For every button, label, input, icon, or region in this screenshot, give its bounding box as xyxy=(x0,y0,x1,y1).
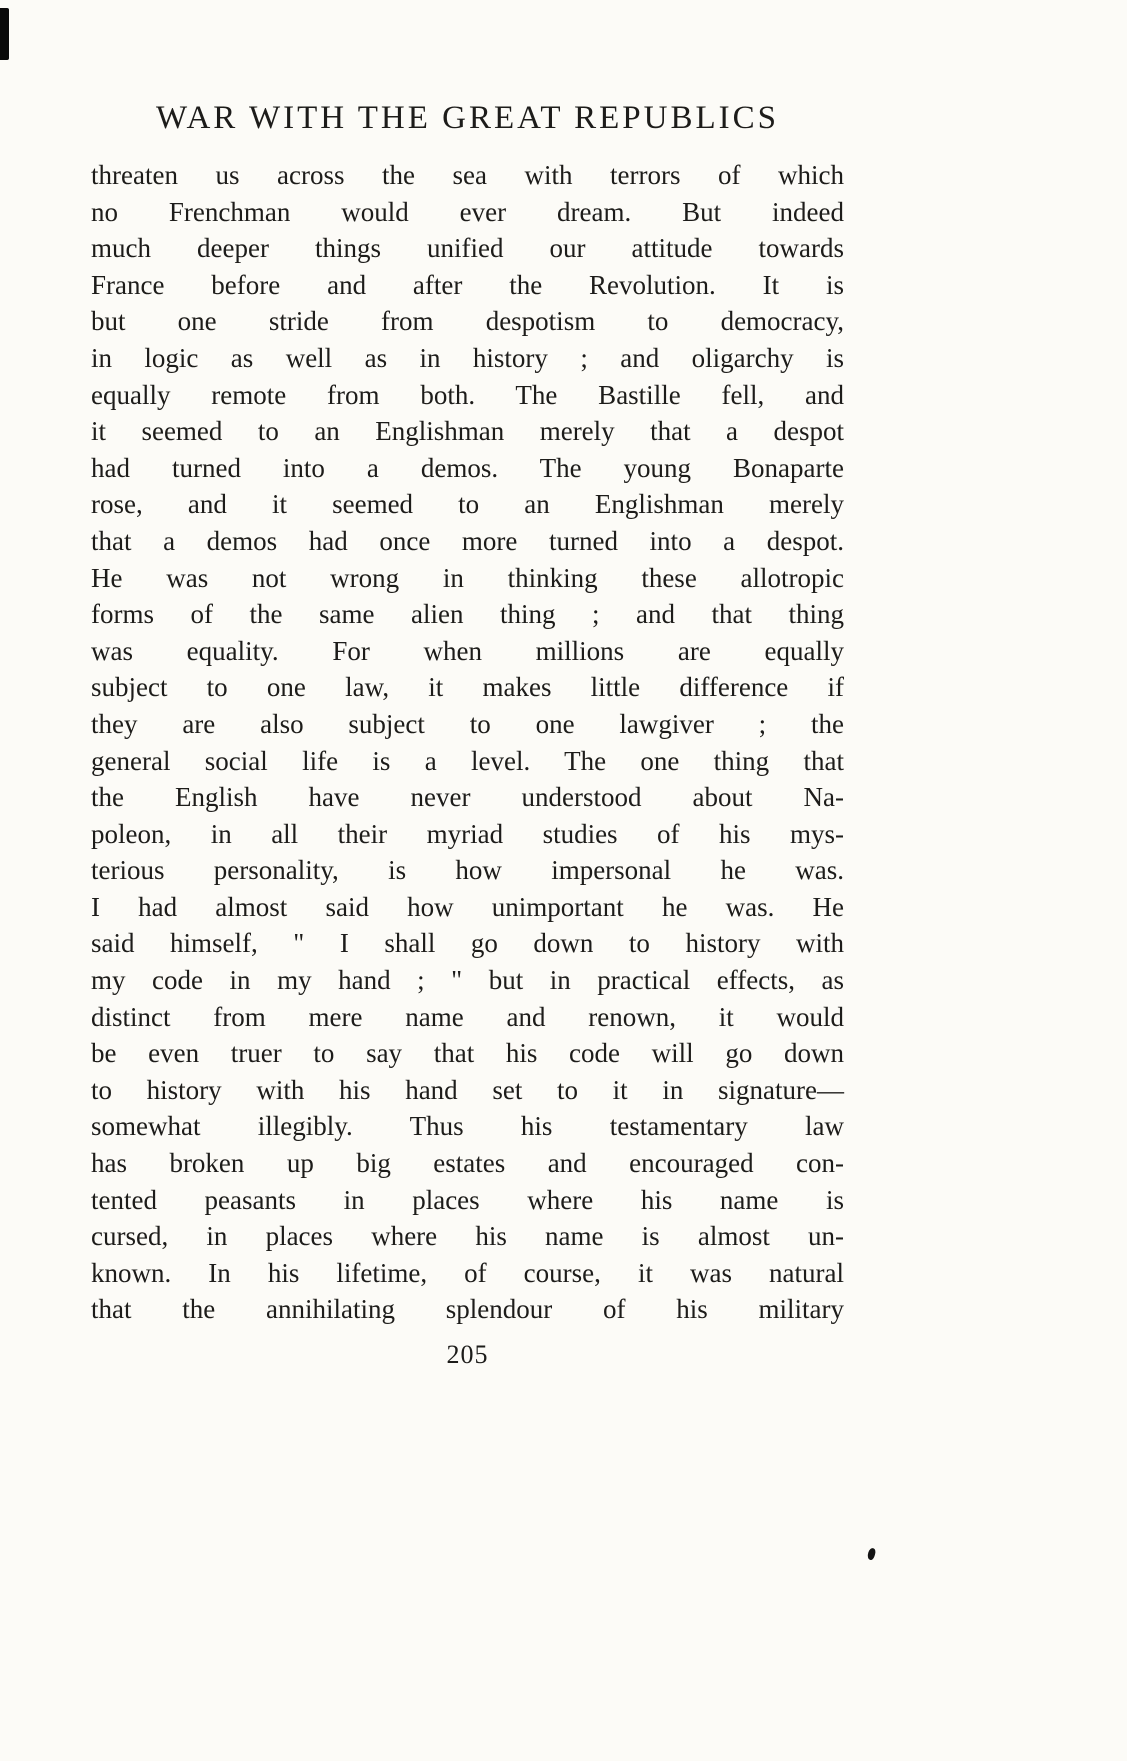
text-line: He was not wrong in thinking these allotropic xyxy=(91,562,844,593)
scan-artifact-bottom-right xyxy=(866,1547,876,1561)
scan-artifact-top-left xyxy=(0,8,9,60)
text-line: no Frenchman would ever dream. But indeed xyxy=(91,196,844,227)
text-line: threaten us across the sea with terrors of which xyxy=(91,160,844,190)
text-line: general social life is a level. The one thing that xyxy=(91,745,844,776)
text-line: but one stride from despotism to democracy, xyxy=(91,306,844,337)
text-line: equally remote from both. The Bastille fell, and xyxy=(91,379,844,410)
text-line: to history with his hand set to it in signature— xyxy=(91,1074,844,1105)
text-line: that a demos had once more turned into a despot. xyxy=(91,525,844,556)
text-line: I had almost said how unimportant he was. He xyxy=(91,891,844,922)
page-number: 205 xyxy=(446,1340,489,1369)
text-line: said himself, " I shall go down to history with xyxy=(91,928,844,959)
text-line: subject to one law, it makes little difference if xyxy=(91,672,844,703)
page-header: WAR WITH THE GREAT REPUBLICS xyxy=(155,100,780,136)
text-line: that the annihilating splendour of his military xyxy=(91,1294,844,1325)
body-text xyxy=(91,157,844,1328)
text-line: distinct from mere name and renown, it would xyxy=(91,1001,844,1032)
text-line: in logic as well as in history ; and oligarchy is xyxy=(91,342,844,373)
text-line: much deeper things unified our attitude towards xyxy=(91,233,844,264)
text-line: be even truer to say that his code will go down xyxy=(91,1038,844,1069)
text-line: known. In his lifetime, of course, it was natural xyxy=(91,1257,844,1288)
text-line: my code in my hand ; " but in practical effects, as xyxy=(91,965,844,996)
text-line: forms of the same alien thing ; and that thing xyxy=(91,599,844,630)
text-column xyxy=(91,100,844,1370)
text-line: it seemed to an Englishman merely that a despot xyxy=(91,416,844,447)
text-line: the English have never understood about Na- xyxy=(91,782,844,813)
text-line: terious personality, is how impersonal he was. xyxy=(91,855,844,886)
text-line: cursed, in places where his name is almost un- xyxy=(91,1221,844,1252)
text-line: France before and after the Revolution. It is xyxy=(91,269,844,300)
text-line: tented peasants in places where his name is xyxy=(91,1184,844,1215)
text-line: was equality. For when millions are equally xyxy=(91,635,844,666)
text-line: rose, and it seemed to an Englishman merely xyxy=(91,489,844,520)
text-line: has broken up big estates and encouraged con- xyxy=(91,1148,844,1179)
text-line: had turned into a demos. The young Bonaparte xyxy=(91,452,844,483)
text-line: somewhat illegibly. Thus his testamentary law xyxy=(91,1111,844,1142)
text-line: they are also subject to one lawgiver ; the xyxy=(91,708,844,739)
text-line: poleon, in all their myriad studies of his mys- xyxy=(91,818,844,849)
